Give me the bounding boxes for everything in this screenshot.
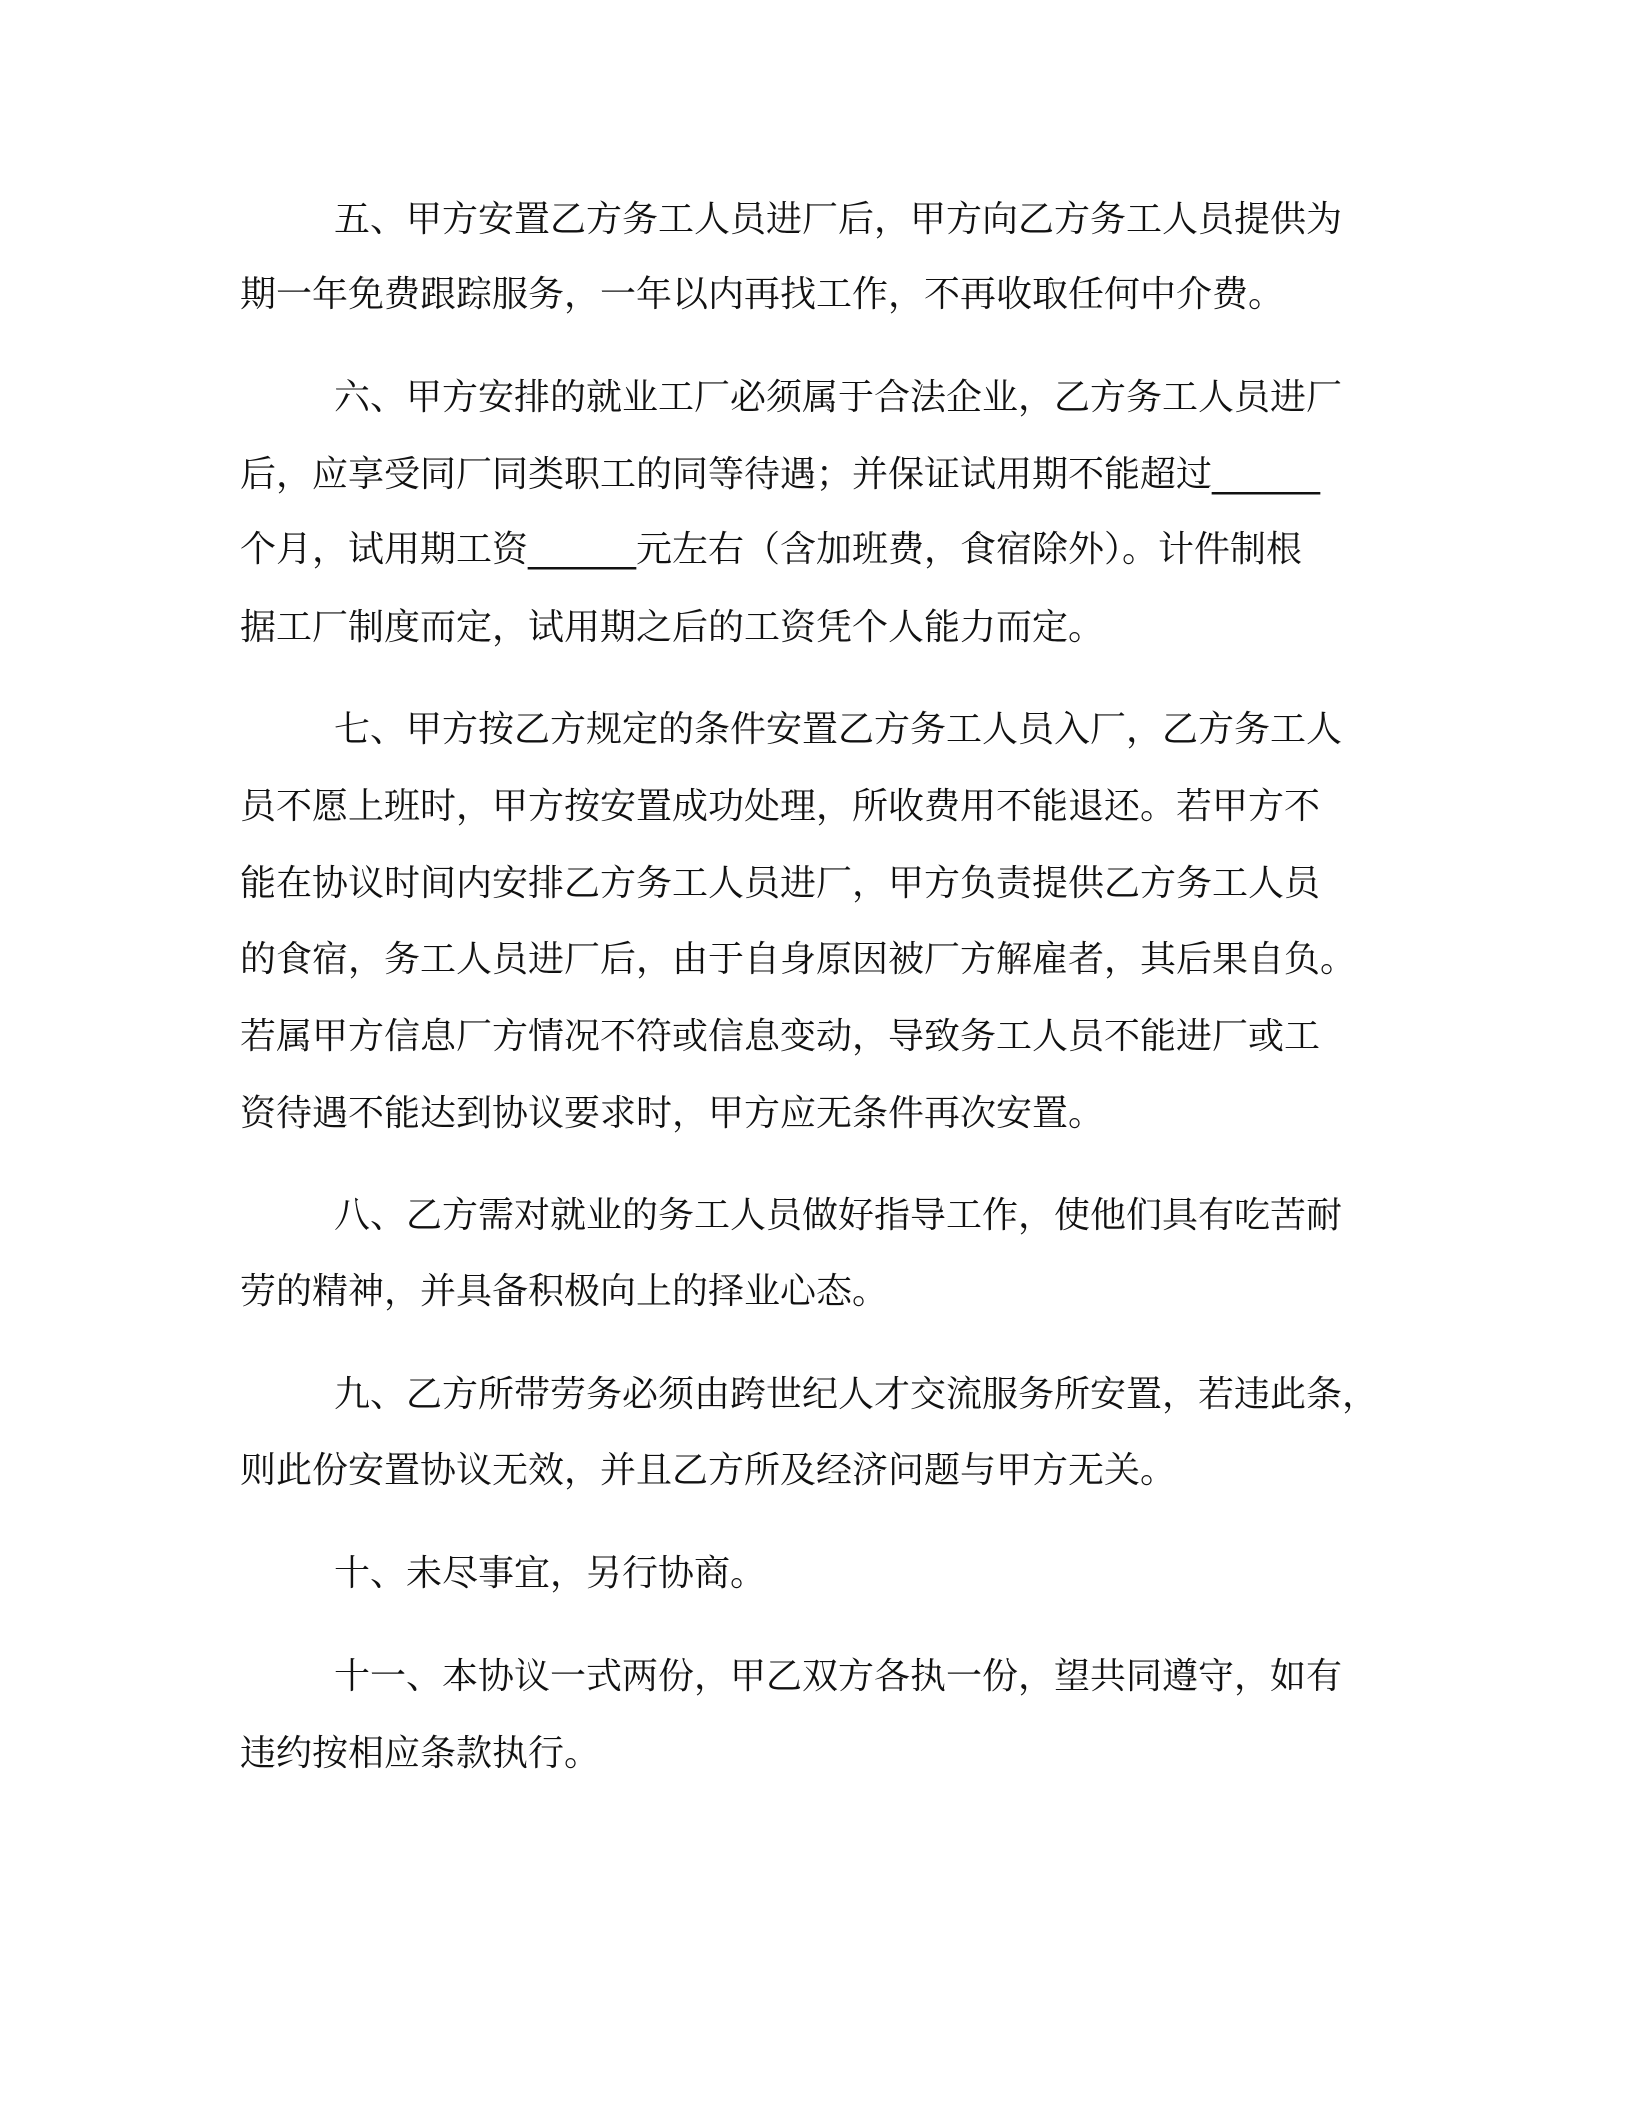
clause-7-line-3: 能在协议时间内安排乙方务工人员进厂，甲方负责提供乙方务工人员 [240,863,1321,904]
clause-7-line-6: 资待遇不能达到协议要求时，甲方应无条件再次安置。 [240,1093,1105,1134]
clause-7-line-5: 若属甲方信息厂方情况不符或信息变动，导致务工人员不能进厂或工 [240,1016,1321,1057]
clause-6-line-1: 六、甲方安排的就业工厂必须属于合法企业，乙方务工人员进厂 [334,377,1343,418]
clause-11-line-1: 十一、本协议一式两份，甲乙双方各执一份，望共同遵守，如有 [334,1656,1343,1697]
clause-5-line-2: 期一年免费跟踪服务，一年以内再找工作，不再收取任何中介费。 [240,274,1285,315]
clause-7-line-2: 员不愿上班时，甲方按安置成功处理，所收费用不能退还。若甲方不 [240,786,1321,827]
clause-9-line-1: 九、乙方所带劳务必须由跨世纪人才交流服务所安置，若违此条， [334,1374,1379,1415]
clause-8-line-1: 八、乙方需对就业的务工人员做好指导工作，使他们具有吃苦耐 [334,1195,1343,1236]
clause-7-line-1: 七、甲方按乙方规定的条件安置乙方务工人员入厂，乙方务工人 [334,709,1343,750]
clause-6-line-3: 个月，试用期工资______元左右（含加班费，食宿除外）。计件制根 [240,529,1303,570]
clause-8-line-2: 劳的精神，并具备积极向上的择业心态。 [240,1271,889,1312]
clause-5-line-1: 五、甲方安置乙方务工人员进厂后，甲方向乙方务工人员提供为 [334,199,1343,240]
clause-7-line-4: 的食宿，务工人员进厂后，由于自身原因被厂方解雇者，其后果自负。 [240,939,1357,980]
clause-6-line-2: 后，应享受同厂同类职工的同等待遇；并保证试用期不能超过______ [240,454,1321,495]
clause-9-line-2: 则此份安置协议无效，并且乙方所及经济问题与甲方无关。 [240,1450,1177,1491]
clause-10-line-1: 十、未尽事宜，另行协商。 [334,1553,767,1594]
clause-6-line-4: 据工厂制度而定，试用期之后的工资凭个人能力而定。 [240,607,1105,648]
clause-11-line-2: 违约按相应条款执行。 [240,1733,601,1774]
